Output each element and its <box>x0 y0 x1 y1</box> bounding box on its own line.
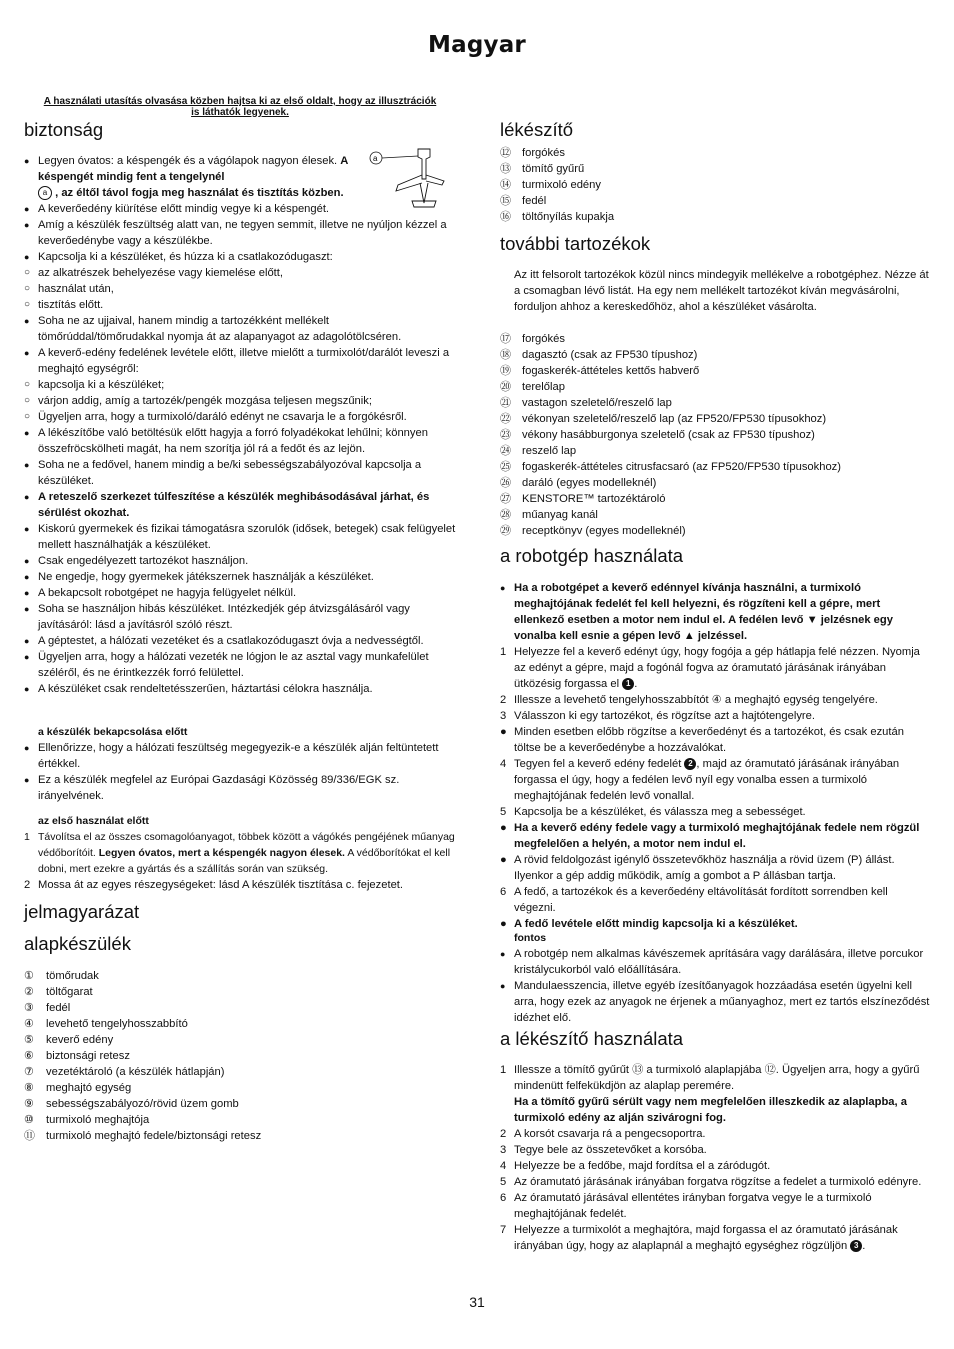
part-number: ⑤ <box>24 1034 34 1046</box>
part-item <box>500 411 932 427</box>
part-label: tömítő gyűrű <box>522 163 585 175</box>
part-item <box>24 1128 456 1144</box>
part-item <box>500 459 932 475</box>
safety-item: ● A készüléket csak rendeltetésszerűen, háztartási célokra használja. <box>24 681 456 697</box>
part-item <box>24 1016 456 1032</box>
section-heading-blender: lékészítő <box>500 119 574 140</box>
subheading-before-switch-on: a készülék bekapcsolása előtt <box>38 726 188 738</box>
part-label: turmixoló edény <box>522 179 601 191</box>
part-number: ④ <box>24 1018 34 1030</box>
robot-step: 6 A fedő, a tartozékok és a keverőedény eltávolítását fordított sorrendben kell végezni. <box>500 886 888 914</box>
important-list <box>500 946 932 1026</box>
part-item <box>500 209 932 225</box>
part-label: KENSTORE™ tartozéktároló <box>522 493 666 505</box>
first-use-step: 1 Távolítsa el az összes csomagolóanyagot, többek között a vágókés pengéjének műanyag védőborítóit. Legyen óvatos, mert a késpengék nagyon élesek. A védőborítókat el kell dobni, mert ezekre a gyártás és a szállítás során van szükség. <box>24 831 455 875</box>
safety-item: ● A reteszelő szerkezet túlfeszítése a készülék meghibásodásával járhat, és sérülést okozhat. <box>24 489 456 521</box>
robot-use-warning <box>500 580 932 644</box>
page-title: Magyar <box>428 32 526 58</box>
part-label: reszelő lap <box>522 445 577 457</box>
robot-step: ● Ha a keverő edény fedele vagy a turmixoló meghajtójának fedele nem rögzül megfelelően a helyén, a motor nem indul el. <box>500 822 920 850</box>
part-number: ㉔ <box>500 445 511 457</box>
part-number: ㉖ <box>500 477 511 489</box>
base-unit-parts-list <box>24 968 456 1144</box>
safety-subitem: ○ kapcsolja ki a készüléket; <box>24 377 456 393</box>
part-number: ① <box>24 970 34 982</box>
part-number: ⑦ <box>24 1066 34 1078</box>
part-number: ㉗ <box>500 493 511 505</box>
robot-step: ● A fedő levétele előtt mindig kapcsolja ki a készüléket. <box>500 918 798 930</box>
safety-item: ● Amíg a készülék feszültség alatt van, ne tegyen semmit, illetve ne nyúljon kézzel a keverőedénybe vagy a készülékbe. <box>24 217 456 249</box>
part-label: vékony hasábburgonya szeletelő (csak az FP530 típushoz) <box>522 429 815 441</box>
part-number: ㉕ <box>500 461 511 473</box>
part-item <box>24 1096 456 1112</box>
safety-item: ● A keverőedény kiürítése előtt mindig vegye ki a késpengét. <box>24 201 456 217</box>
robot-use-steps <box>500 644 932 932</box>
safety-subitem: ○ várjon addig, amíg a tartozék/pengék mozgása teljesen megszűnik; <box>24 393 456 409</box>
part-label: terelőlap <box>522 381 565 393</box>
blender-step: 6 Az óramutató járásával ellentétes irányban forgatva vegye le a turmixoló meghajtójának fedelét. <box>500 1192 872 1220</box>
part-number: ⑩ <box>24 1114 34 1126</box>
part-number: ③ <box>24 1002 34 1014</box>
part-label: keverő edény <box>46 1034 114 1046</box>
part-item <box>500 475 932 491</box>
part-item <box>500 193 932 209</box>
blender-step: 1 Illessze a tömítő gyűrűt ⑬ a turmixoló alaplapjába ⑫. Ügyeljen arra, hogy a gyűrű mindenütt felfekükdjön az alaplap peremére. Ha a tömítő gyűrű sérült vagy nem megfelelően illeszkedik az alaplapba, a turmixoló edény az alján szivárogni fog. <box>500 1064 920 1124</box>
part-number: ㉒ <box>500 413 511 425</box>
safety-item: ● Soha se használjon hibás készüléket. Intézkedjék gép átvizsgálásáról vagy javításáról: lásd a javításról szóló részt. <box>24 601 456 633</box>
subheading-first-use: az első használat előtt <box>38 815 149 827</box>
blender-step: 3 Tegye bele az összetevőket a korsóba. <box>500 1144 707 1156</box>
part-item <box>500 161 932 177</box>
part-item <box>24 968 456 984</box>
blender-step: 2 A korsót csavarja rá a pengecsoportra. <box>500 1128 706 1140</box>
part-number: ② <box>24 986 34 998</box>
part-label: fedél <box>522 195 547 207</box>
accessories-intro: Az itt felsorolt tartozékok közül nincs mindegyik mellékelve a robotgéphez. Nézze át a csomagban lévő listát. Ha egy nem mellékelt tartozékot kíván megvásárolni, forduljon ahhoz a kereskedőhöz, ahol a készüléket vásárolta. <box>514 269 929 313</box>
part-item <box>24 1064 456 1080</box>
robot-step: 3 Válasszon ki egy tartozékot, és rögzítse azt a hajtótengelyre. <box>500 710 815 722</box>
part-number: ⑬ <box>500 163 511 175</box>
safety-item: ● Kiskorú gyermekek és fizikai támogatásra szorulók (idősek, betegek) csak felügyelet mellett használhatják a készüléket. <box>24 521 456 553</box>
part-number: ⑥ <box>24 1050 34 1062</box>
robot-step: ● A rövid feldolgozást igénylő összetevőkhöz használja a rövid üzem (P) állást. Ilyenkor a gép addig működik, amíg a gombot a P állásban tartja. <box>500 854 895 882</box>
safety-subitem: ○ használat után, <box>24 281 456 297</box>
safety-item: ● Ne engedje, hogy gyermekek játékszernek használják a készüléket. <box>24 569 456 585</box>
part-label: töltőgarat <box>46 986 93 998</box>
part-item <box>500 491 932 507</box>
important-item: ● Mandulaesszencia, illetve egyéb ízesítőanyagok hozzáadása esetén ügyelni kell arra, hogy ezek az anyagok ne érjenek a műanyaghoz, mert ez tartós elszíneződést idézhet elő. <box>500 978 932 1026</box>
section-heading-legend: jelmagyarázat <box>24 901 140 922</box>
safety-subitem: ○ az alkatrészek behelyezése vagy kiemelése előtt, <box>24 265 456 281</box>
blender-step: 4 Helyezze be a fedőbe, majd fordítsa el a záródugót. <box>500 1160 771 1172</box>
robot-step: ● Minden esetben előbb rögzítse a keverőedényt és a tartozékot, és csak ezután töltse be a keverőedénybe a hozzávalókat. <box>500 726 904 754</box>
part-label: vékonyan szeletelő/reszelő lap (az FP520/FP530 típusokhoz) <box>522 413 827 425</box>
before-switch-on-list <box>24 740 456 804</box>
part-item <box>500 523 932 539</box>
part-label: turmixoló meghajtója <box>46 1114 150 1126</box>
part-item <box>500 427 932 443</box>
part-label: levehető tengelyhosszabbító <box>46 1018 188 1030</box>
part-item <box>500 507 932 523</box>
part-label: turmixoló meghajtó fedele/biztonsági retesz <box>46 1130 262 1142</box>
part-number: ⑱ <box>500 349 511 361</box>
safety-item: ● Legyen óvatos: a késpengék és a vágólapok nagyon élesek. A késpengét mindig fent a tengelynél a , az éltől távol fogja meg használat és tisztítás közben. <box>24 153 348 201</box>
callout-a: a <box>38 186 52 200</box>
part-number: ⑯ <box>500 211 511 223</box>
first-use-step: 2 Mossa át az egyes részegységeket: lásd A készülék tisztítása c. fejezetet. <box>24 879 404 891</box>
part-item <box>500 379 932 395</box>
robot-warning-item: ● Ha a robotgépet a keverő edénnyel kívánja használni, a turmixoló meghajtójának fedelét fel kell helyezni, és rögzíteni kell a gépre, mert ellenkező esetben a motor nem indul el. A fedélen levő ▼ jelzésnek egy vonalba kell esnie a gépen levő ▲ jelzéssel. <box>500 580 932 644</box>
part-item <box>24 1048 456 1064</box>
part-label: töltőnyílás kupakja <box>522 211 615 223</box>
blender-use-steps <box>500 1062 932 1254</box>
part-item <box>500 145 932 161</box>
safety-subitem: ○ tisztítás előtt. <box>24 297 456 313</box>
robot-step: 1 Helyezze fel a keverő edényt úgy, hogy fogója a gép hátlapja felé nézzen. Nyomja az edényt a gépre, majd a fogónál fogva az óramutató járásának irányában ütközésig forgassa el 1 . <box>500 646 920 690</box>
part-label: receptkönyv (egyes modelleknél) <box>522 525 686 537</box>
part-number: ⑫ <box>500 147 511 159</box>
part-label: vezetéktároló (a készülék hátlapján) <box>46 1066 225 1078</box>
part-item <box>500 363 932 379</box>
subheading-important: fontos <box>514 932 547 944</box>
part-number: ⑪ <box>24 1130 35 1142</box>
safety-item: ● Ügyeljen arra, hogy a hálózati vezeték ne lógjon le az asztal vagy munkafelület széléről, és ne érintkezzék forró felülettel. <box>24 649 456 681</box>
check-item: ● Ez a készülék megfelel az Európai Gazdasági Közösség 89/336/EGK sz. irányelvének. <box>24 772 456 804</box>
part-number: ㉘ <box>500 509 511 521</box>
safety-item: ● A keverő-edény fedelének levétele előtt, illetve mielőtt a turmixolót/darálót leveszi a meghajtó egységről: <box>24 345 456 377</box>
part-label: vastagon szeletelő/reszelő lap <box>522 397 672 409</box>
part-number: ⑲ <box>500 365 511 377</box>
part-item <box>500 347 932 363</box>
safety-list <box>24 153 456 697</box>
robot-step: 4 Tegyen fel a keverő edény fedelét 2 , majd az óramutató járásának irányában forgassa el úgy, hogy a fedélen levő nyíl egy vonalba essen a turmixoló meghajtójának fedelén levő vonallal. <box>500 758 900 802</box>
figure-2-icon: 2 <box>684 758 696 770</box>
part-item <box>24 1000 456 1016</box>
part-item <box>24 1032 456 1048</box>
part-item <box>24 984 456 1000</box>
part-number: ⑰ <box>500 333 511 345</box>
part-label: dagasztó (csak az FP530 típushoz) <box>522 349 698 361</box>
blender-step: 5 Az óramutató járásának irányában forgatva rögzítse a fedelet a turmixoló edényre. <box>500 1176 922 1188</box>
part-number: ㉙ <box>500 525 511 537</box>
robot-step: 5 Kapcsolja be a készüléket, és válassza meg a sebességet. <box>500 806 806 818</box>
part-label: tömőrudak <box>46 970 99 982</box>
blender-parts-list <box>500 145 932 225</box>
part-number: ⑮ <box>500 195 511 207</box>
figure-3-icon: 3 <box>850 1240 862 1252</box>
safety-item: ● Soha ne a fedővel, hanem mindig a be/ki sebességszabályozóval kapcsolja a készüléket. <box>24 457 456 489</box>
section-heading-accessories: további tartozékok <box>500 233 651 254</box>
section-heading-safety: biztonság <box>24 119 104 140</box>
section-heading-base-unit: alapkészülék <box>24 933 131 954</box>
part-item <box>500 443 932 459</box>
part-label: forgókés <box>522 333 565 345</box>
part-item <box>24 1112 456 1128</box>
part-number: ⑭ <box>500 179 511 191</box>
part-item <box>500 177 932 193</box>
part-label: műanyag kanál <box>522 509 598 521</box>
robot-step: 2 Illessze a levehető tengelyhosszabbítót ④ a meghajtó egység tengelyére. <box>500 694 878 706</box>
safety-item: ● Csak engedélyezett tartozékot használjon. <box>24 553 456 569</box>
part-number: ㉑ <box>500 397 511 409</box>
part-number: ⑨ <box>24 1098 34 1110</box>
figure-1-icon: 1 <box>622 678 634 690</box>
section-heading-robot-use: a robotgép használata <box>500 545 684 566</box>
part-label: forgókés <box>522 147 565 159</box>
part-item <box>500 395 932 411</box>
part-label: biztonsági retesz <box>46 1050 130 1062</box>
part-label: fogaskerék-áttételes citrusfacsaró (az FP520/FP530 típusokhoz) <box>522 461 841 473</box>
part-number: ㉓ <box>500 429 511 441</box>
part-label: meghajtó egység <box>46 1082 132 1094</box>
part-label: sebességszabályozó/rövid üzem gomb <box>46 1098 239 1110</box>
part-label: daráló (egyes modelleknél) <box>522 477 657 489</box>
part-label: fedél <box>46 1002 71 1014</box>
safety-item: ● Kapcsolja ki a készüléket, és húzza ki a csatlakozódugaszt: <box>24 249 456 265</box>
part-number: ⑧ <box>24 1082 34 1094</box>
safety-subitem: ○ Ügyeljen arra, hogy a turmixoló/daráló edényt ne csavarja le a forgókésről. <box>24 409 456 425</box>
accessories-list <box>500 331 932 539</box>
part-item <box>500 331 932 347</box>
check-item: ● Ellenőrizze, hogy a hálózati feszültség megegyezik-e a készülék alján feltüntetett értékkel. <box>24 740 456 772</box>
page-number: 31 <box>469 1294 485 1310</box>
important-item: ● A robotgép nem alkalmas kávészemek aprítására vagy darálására, illetve porcukor kristálycukorból való előállítására. <box>500 946 932 978</box>
fold-notice: A használati utasítás olvasása közben hajtsa ki az első oldalt, hogy az illusztrációk is láthatók legyenek. <box>43 96 437 118</box>
safety-item: ● Soha ne az ujjaival, hanem mindig a tartozékként mellékelt tömőrúddal/tömőrudakkal nyomja át az alapanyagot az adagolótölcséren. <box>24 313 456 345</box>
first-use-list <box>24 829 456 893</box>
part-label: fogaskerék-áttételes kettős habverő <box>522 365 700 377</box>
safety-item: ● A bekapcsolt robotgépet ne hagyja felügyelet nélkül. <box>24 585 456 601</box>
part-item <box>24 1080 456 1096</box>
section-heading-blender-use: a lékészítő használata <box>500 1028 684 1049</box>
svg-text:a: a <box>373 154 378 163</box>
part-number: ⑳ <box>500 381 511 393</box>
blender-step: 7 Helyezze a turmixolót a meghajtóra, majd forgassa el az óramutató járásának irányában úgy, hogy az alaplapnál a meghajtó egységhez rögzüljön 3 . <box>500 1224 898 1252</box>
safety-item: ● A géptestet, a hálózati vezetéket és a csatlakozódugaszt óvja a nedvességtől. <box>24 633 456 649</box>
safety-item: ● A lékészítőbe való betöltésük előtt hagyja a forró folyadékokat lehűlni; könnyen összefröcskölheti magát, ha nem szorítja jól rá a fedőt és az lejön. <box>24 425 456 457</box>
